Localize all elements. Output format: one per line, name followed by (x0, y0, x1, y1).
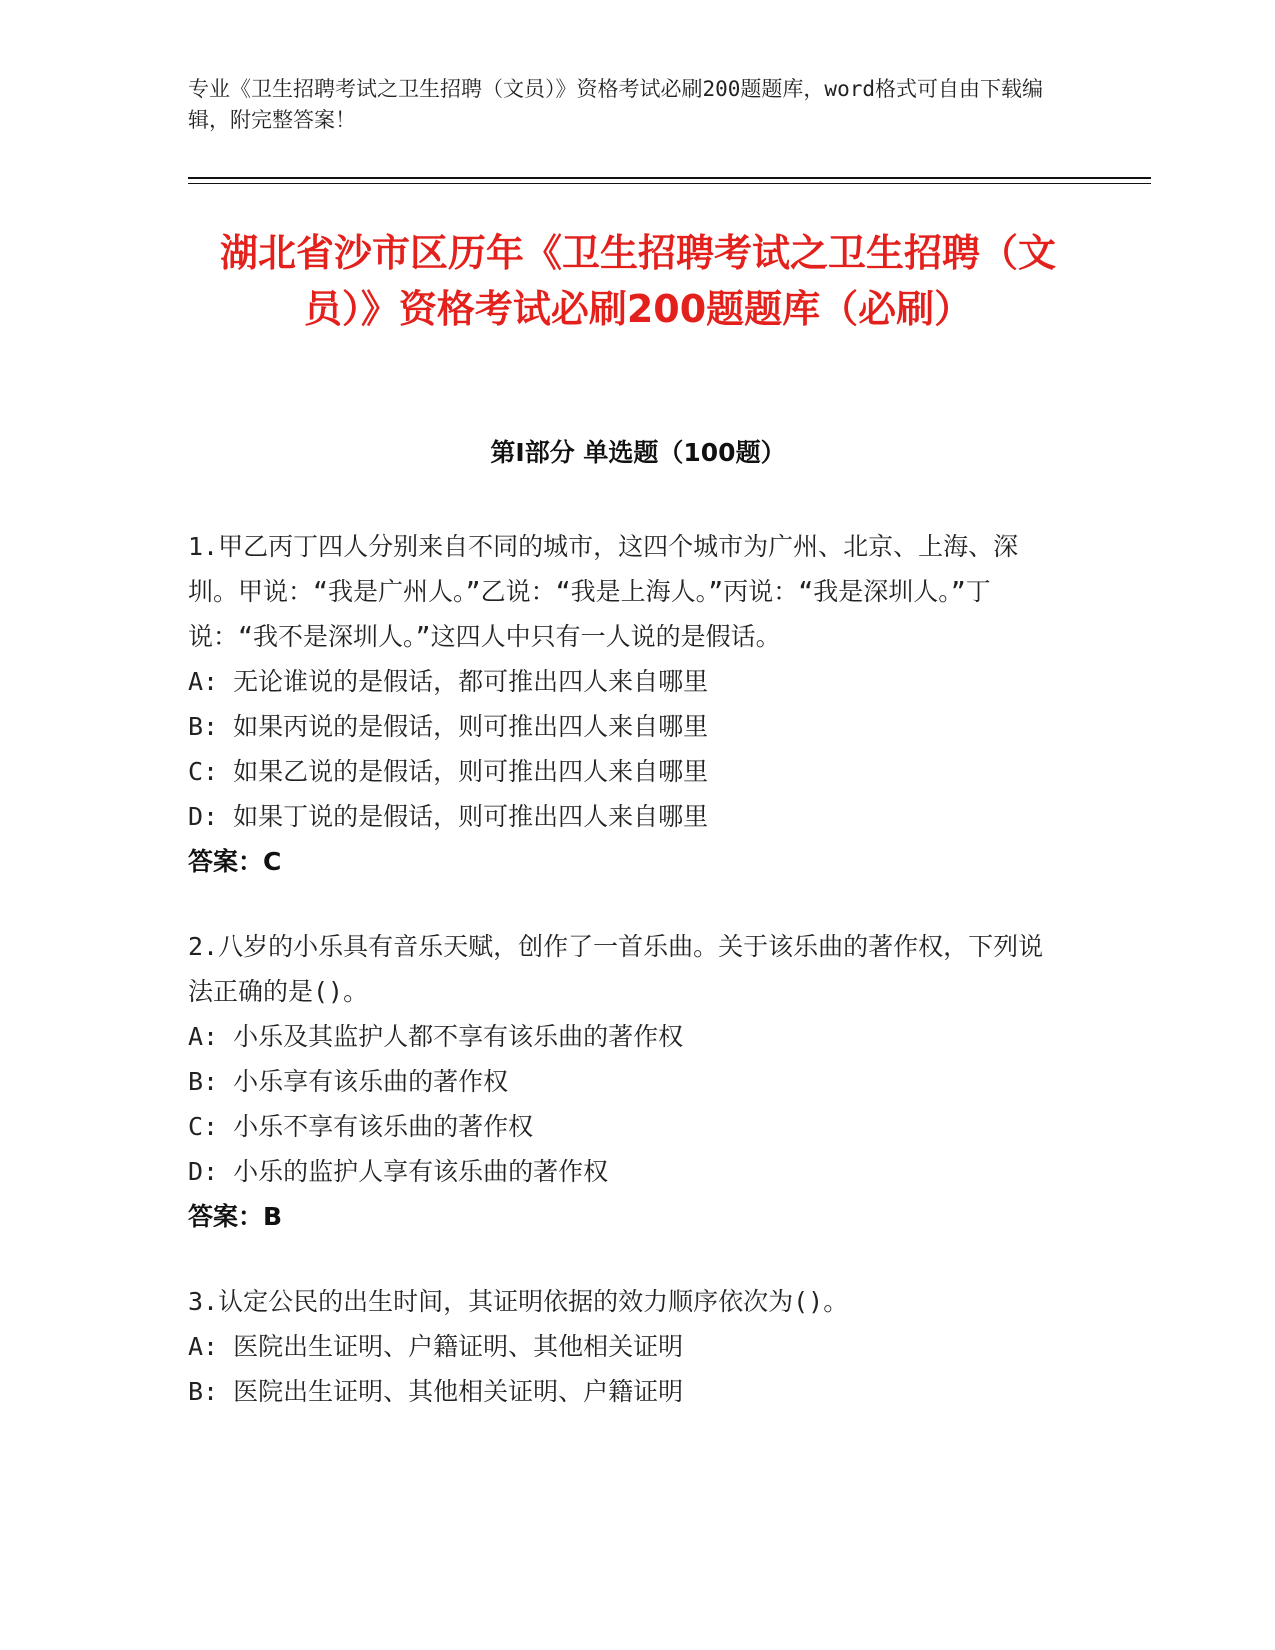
header-rule-thin (188, 183, 1151, 184)
document-title: 湖北省沙市区历年《卫生招聘考试之卫生招聘（文员）》资格考试必刷200题题库（必刷） (219, 231, 1056, 331)
section-heading: 第Ⅰ部分 单选题（100题） (490, 438, 786, 467)
option-b: B: 如果丙说的是假话，则可推出四人来自哪里 (188, 712, 709, 741)
option-c: C: 如果乙说的是假话，则可推出四人来自哪里 (188, 757, 709, 786)
option-b: B: 小乐享有该乐曲的著作权 (188, 1067, 509, 1096)
option-d: D: 小乐的监护人享有该乐曲的著作权 (188, 1157, 609, 1186)
option-b: B: 医院出生证明、其他相关证明、户籍证明 (188, 1377, 684, 1406)
question-stem: 3.认定公民的出生时间，其证明依据的效力顺序依次为()。 (188, 1287, 849, 1316)
question-list (188, 524, 1068, 1454)
option-a: A: 无论谁说的是假话，都可推出四人来自哪里 (188, 667, 709, 696)
question-3 (188, 1279, 1068, 1414)
option-c: C: 小乐不享有该乐曲的著作权 (188, 1112, 534, 1141)
question-stem: 2.八岁的小乐具有音乐天赋，创作了一首乐曲。关于该乐曲的著作权，下列说法正确的是()。 (188, 932, 1044, 1006)
question-stem: 1.甲乙丙丁四人分别来自不同的城市，这四个城市为广州、北京、上海、深圳。甲说：“我是广州人。”乙说：“我是上海人。”丙说：“我是深圳人。”丁说：“我不是深圳人。”这四人中只有一人说的是假话。 (188, 532, 1019, 651)
header-note: 专业《卫生招聘考试之卫生招聘（文员）》资格考试必刷200题题库，word格式可自由下载编辑，附完整答案！ (188, 77, 1043, 132)
answer: 答案：C (188, 847, 282, 876)
header-rule-thick (188, 177, 1151, 179)
option-a: A: 医院出生证明、户籍证明、其他相关证明 (188, 1332, 684, 1361)
question-2 (188, 924, 1068, 1239)
option-a: A: 小乐及其监护人都不享有该乐曲的著作权 (188, 1022, 684, 1051)
answer: 答案：B (188, 1202, 283, 1231)
option-d: D: 如果丁说的是假话，则可推出四人来自哪里 (188, 802, 709, 831)
question-1 (188, 524, 1068, 884)
